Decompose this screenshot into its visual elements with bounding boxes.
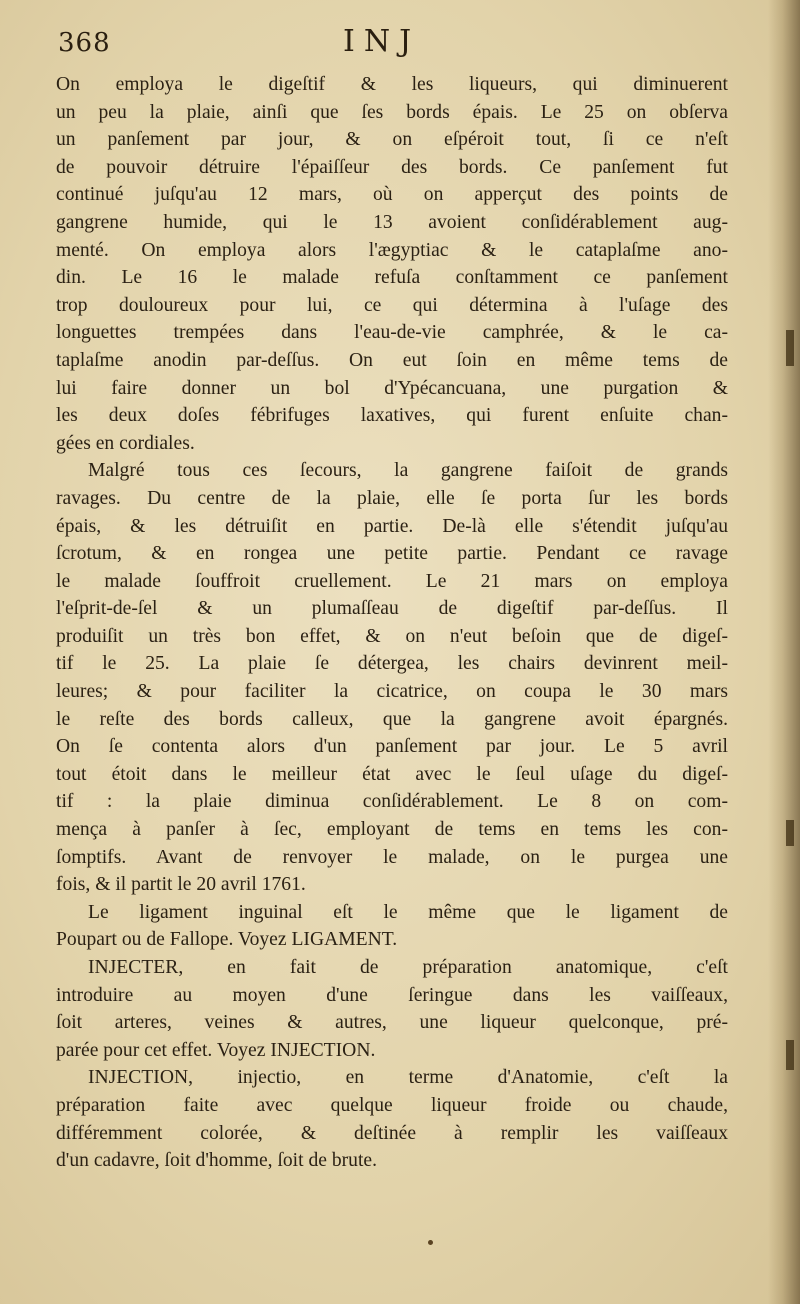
text-line: Malgré tous ces ſecours, la gangrene faiſoit de grands [88, 460, 728, 482]
text-line: On employa le digeſtif & les liqueurs, qui diminuerent [56, 74, 728, 95]
text-line: tif : la plaie diminua conſidérablement. Le 8 on com- [56, 791, 728, 813]
text-line: un panſement par jour, & on eſpéroit tout, ſi ce n'eſt [56, 129, 728, 151]
text-line: mença à panſer à ſec, employant de tems en tems les con- [56, 819, 728, 841]
text-line: gées en cordiales. [56, 432, 195, 454]
text-line: tout étoit dans le meilleur état avec le ſeul uſage du digeſ- [56, 763, 728, 785]
text-line: trop douloureux pour lui, ce qui détermina à l'uſage des [56, 294, 728, 316]
text-line: continué juſqu'au 12 mars, où on apperçut des points de [56, 184, 728, 206]
text-line: INJECTER, en fait de préparation anatomique, c'eſt [88, 957, 728, 978]
text-line: l'eſprit-de-ſel & un plumaſſeau de digeſtif par-deſſus. Il [56, 598, 728, 620]
text-line: introduire au moyen d'une ſeringue dans les vaiſſeaux, [56, 984, 728, 1006]
page-edge-shadow [768, 0, 800, 1304]
text-line: différemment colorée, & deſtinée à remplir les vaiſſeaux [56, 1122, 728, 1144]
text-line: leures; & pour faciliter la cicatrice, on coupa le 30 mars [56, 681, 728, 703]
page-header [58, 20, 748, 64]
text-line: ſoit arteres, veines & autres, une liqueur quelconque, pré- [56, 1012, 728, 1034]
text-line: le reſte des bords calleux, que la gangrene avoit épargnés. [56, 708, 728, 730]
text-line: INJECTION, injectio, en terme d'Anatomie, c'eſt la [88, 1067, 728, 1089]
text-line: On ſe contenta alors d'un panſement par jour. Le 5 avril [56, 736, 728, 758]
body-text [56, 71, 728, 1175]
text-line: Le ligament inguinal eſt le même que le ligament de [88, 901, 728, 923]
page-number: 368 [58, 28, 111, 58]
text-line: din. Le 16 le malade refuſa conſtamment ce panſement [56, 267, 728, 289]
text-line: produiſit un très bon effet, & on n'eut beſoin que de digeſ- [56, 625, 728, 647]
text-line: taplaſme anodin par-deſſus. On eut ſoin en même tems de [56, 349, 728, 371]
text-line: parée pour cet effet. Voyez INJECTION. [56, 1039, 376, 1061]
text-line: lui faire donner un bol d'Ypécancuana, une purgation & [56, 377, 728, 399]
text-line: Poupart ou de Fallope. Voyez LIGAMENT. [56, 929, 398, 951]
text-line: longuettes trempées dans l'eau-de-vie camphrée, & le ca- [56, 322, 728, 344]
text-line: d'un cadavre, ſoit d'homme, ſoit de brute. [56, 1150, 378, 1172]
text-line: gangrene humide, qui le 13 avoient conſidérablement aug- [56, 211, 728, 233]
text-line: fois, & il partit le 20 avril 1761. [56, 874, 306, 896]
text-line: les deux doſes fébrifuges laxatives, qui furent enſuite chan- [56, 405, 728, 427]
page-edge-mark [786, 330, 794, 366]
text-line: ſomptifs. Avant de renvoyer le malade, on le purgea une [56, 846, 728, 868]
ink-speck [428, 1240, 433, 1245]
text-line: tif le 25. La plaie ſe détergea, les chairs devinrent meil- [56, 653, 728, 675]
text-line: ravages. Du centre de la plaie, elle ſe porta ſur les bords [56, 487, 728, 509]
page-edge-mark [786, 1040, 794, 1070]
page-edge-mark [786, 820, 794, 846]
text-line: de pouvoir détruire l'épaiſſeur des bords. Ce panſement fut [56, 156, 728, 178]
text-line: le malade ſouffroit cruellement. Le 21 mars on employa [56, 570, 728, 592]
running-head: INJ [343, 24, 421, 59]
text-line: préparation faite avec quelque liqueur froide ou chaude, [56, 1094, 728, 1116]
text-line: un peu la plaie, ainſi que ſes bords épais. Le 25 on obſerva [56, 101, 728, 123]
text-line: épais, & les détruiſit en partie. De-là elle s'étendit juſqu'au [56, 515, 728, 537]
text-line: menté. On employa alors l'ægyptiac & le cataplaſme ano- [56, 239, 728, 261]
text-line: ſcrotum, & en rongea une petite partie. Pendant ce ravage [56, 543, 728, 565]
